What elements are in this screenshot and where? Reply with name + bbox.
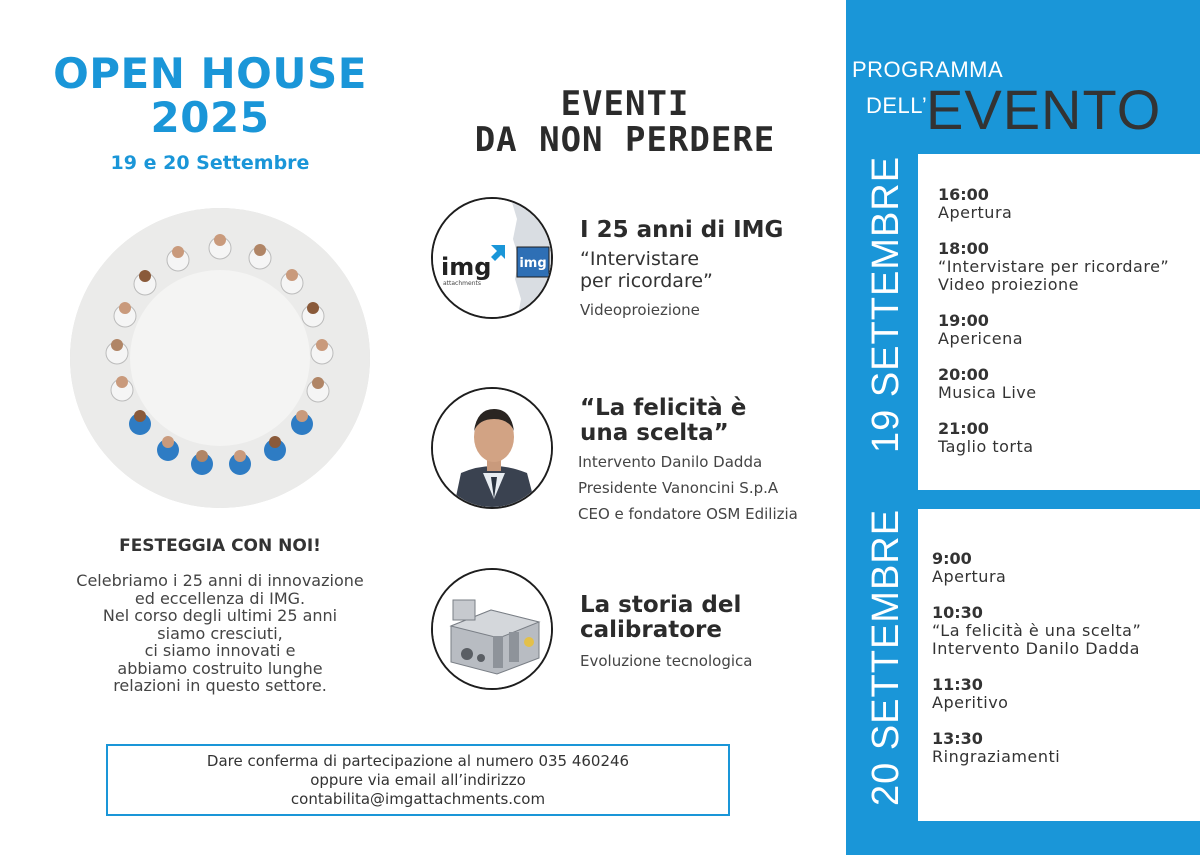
- rsvp-line: Dare conferma di partecipazione al numero 035 460246: [206, 752, 630, 770]
- schedule-time: 16:00: [938, 185, 989, 204]
- schedule-desc: Intervento Danilo Dadda: [932, 639, 1140, 658]
- speaker-portrait: [433, 389, 553, 509]
- schedule-time: 9:00: [932, 549, 972, 568]
- festeggia-line: Nel corso degli ultimi 25 anni: [102, 606, 338, 625]
- festeggia-line: ed eccellenza di IMG.: [134, 588, 306, 608]
- speaker-photo-circle: [431, 387, 553, 509]
- schedule-desc: “Intervistare per ricordare”: [938, 257, 1170, 276]
- festeggia-line: Celebriamo i 25 anni di innovazione: [76, 571, 364, 590]
- event-3-heading-line: La storia del: [580, 592, 742, 618]
- schedule-item: [938, 420, 1034, 456]
- schedule-time: 10:30: [932, 603, 983, 622]
- schedule-desc: Video proiezione: [938, 275, 1079, 294]
- event-2-detail-line: Presidente Vanoncini S.p.A: [578, 479, 779, 497]
- calibrator-icon: [433, 570, 553, 690]
- event-2-detail-line: Intervento Danilo Dadda: [578, 453, 763, 471]
- day-1-label: 19 SETTEMBRE: [865, 155, 907, 453]
- schedule-desc: Taglio torta: [938, 437, 1034, 456]
- day-2-label: 20 SETTEMBRE: [865, 508, 907, 806]
- schedule-time: 21:00: [938, 419, 989, 438]
- schedule-time: 18:00: [938, 239, 989, 258]
- title-line-1: OPEN HOUSE: [53, 49, 367, 98]
- event-dates: 19 e 20 Settembre: [110, 152, 310, 174]
- svg-text:attachments: attachments: [443, 280, 481, 287]
- event-3-detail: Evoluzione tecnologica: [580, 652, 753, 670]
- schedule-item: [938, 366, 1037, 402]
- event-2-heading-line: una scelta”: [580, 420, 729, 446]
- event-1-heading: I 25 anni di IMG: [580, 217, 784, 243]
- rsvp-box: [106, 744, 730, 816]
- festeggia-line: ci siamo innovati e: [144, 641, 296, 660]
- schedule-time: 11:30: [932, 675, 983, 694]
- schedule-time: 20:00: [938, 365, 989, 384]
- schedule-desc: Apericena: [938, 329, 1024, 348]
- schedule-item: [938, 312, 1023, 348]
- festeggia-line: abbiamo costruito lunghe: [117, 658, 323, 678]
- event-1-sub-line: per ricordare”: [580, 270, 713, 292]
- schedule-item: [932, 550, 1006, 586]
- program-label: PROGRAMMA: [852, 57, 1004, 82]
- rsvp-email[interactable]: contabilita@imgattachments.com: [290, 790, 546, 808]
- open-house-title: [40, 49, 380, 142]
- schedule-item: [932, 604, 1141, 658]
- events-title-line-1: EVENTI: [560, 84, 690, 124]
- festeggia-line: relazioni in questo settore.: [113, 676, 327, 695]
- event-2-heading-line: “La felicità è: [580, 395, 747, 421]
- festeggia-text: [20, 572, 420, 695]
- event-1-subtitle: [580, 248, 713, 292]
- event-2-detail-line: CEO e fondatore OSM Edilizia: [578, 505, 798, 523]
- title-line-2: 2025: [150, 93, 270, 142]
- schedule-desc: Apertura: [938, 203, 1013, 222]
- event-2-heading: [580, 396, 746, 446]
- events-title: [430, 86, 820, 158]
- rsvp-line: oppure via email all’indirizzo: [310, 771, 526, 789]
- img-logo-icon: [433, 199, 553, 319]
- festeggia-title: FESTEGGIA CON NOI!: [119, 536, 321, 556]
- schedule-item: [938, 186, 1012, 222]
- event-2-details: [578, 449, 798, 527]
- schedule-item: [932, 730, 1060, 766]
- schedule-item: [938, 240, 1169, 294]
- festeggia-line: siamo cresciuti,: [157, 623, 283, 643]
- svg-text:img: img: [441, 253, 492, 281]
- schedule-desc: Musica Live: [938, 383, 1037, 402]
- schedule-desc: Aperitivo: [932, 693, 1009, 712]
- event-3-heading-line: calibratore: [580, 617, 722, 643]
- schedule-desc: Ringraziamenti: [932, 747, 1061, 766]
- img-logo-circle: [431, 197, 553, 319]
- schedule-item: [932, 676, 1008, 712]
- schedule-time: 19:00: [938, 311, 989, 330]
- team-circle-illustration: [70, 208, 370, 508]
- svg-text:img: img: [519, 256, 547, 271]
- event-1-sub-line: “Intervistare: [580, 248, 700, 270]
- schedule-desc: “La felicità è una scelta”: [932, 621, 1142, 640]
- event-1-detail: Videoproiezione: [580, 301, 700, 319]
- calibrator-photo-circle: [431, 568, 553, 690]
- program-label-dell: DELL’: [866, 93, 928, 118]
- event-3-heading: [580, 593, 741, 643]
- events-title-line-2: DA NON PERDERE: [474, 120, 776, 160]
- team-photo: [70, 208, 370, 508]
- program-evento: EVENTO: [926, 78, 1162, 141]
- schedule-desc: Apertura: [932, 567, 1007, 586]
- schedule-time: 13:30: [932, 729, 983, 748]
